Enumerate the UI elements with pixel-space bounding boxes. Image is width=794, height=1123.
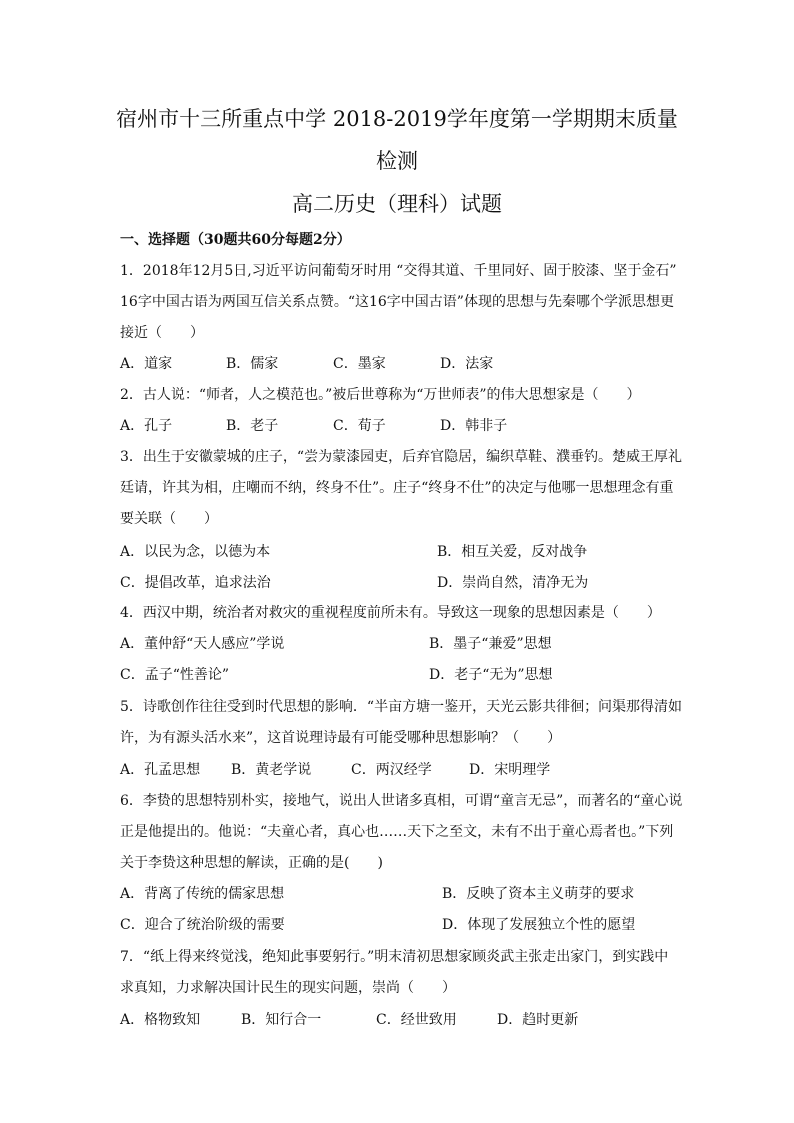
question-7-line-2: 求真知，力求解决国计民生的现实问题，崇尚（ ） — [120, 980, 456, 996]
question-7-line-1: 7．“纸上得来终觉浅，绝知此事要躬行。”明末清初思想家顾炎武主张走出家门，到实践中 — [120, 949, 669, 965]
question-5-line-2: 许，为有源头活水来”，这首说理诗最有可能受哪种思想影响？（ ） — [120, 730, 562, 746]
question-6-line-1: 6．李贽的思想特别朴实，接地气，说出人世诸多真相，可谓“童言无忌”，而著名的“童心说 — [120, 793, 683, 809]
question-3-option-d: D．崇尚自然，清净无为 — [437, 575, 589, 591]
question-4-option-d: D．老子“无为”思想 — [429, 667, 553, 683]
section-heading: 一、选择题（30题共60分每题2分） — [120, 232, 351, 248]
question-6-line-3: 关于李贽这种思想的解读，正确的是( ) — [120, 855, 383, 871]
question-1-line-1: 1．2018年12月5日,习近平访问葡萄牙时用 “交得其道、千里同好、固于胶漆、坚于金石” — [120, 263, 677, 279]
question-6-option-a: A．背离了传统的儒家思想 — [120, 886, 285, 902]
question-5-line-1: 5．诗歌创作往往受到时代思想的影响．“半亩方塘一鉴开，天光云影共徘徊；问渠那得清如 — [120, 699, 683, 715]
question-2-option-d: D．韩非子 — [440, 418, 508, 434]
question-4-line-1: 4．西汉中期，统治者对救灾的重视程度前所未有。导致这一现象的思想因素是（ ） — [120, 605, 661, 621]
question-2-line-1: 2．古人说：“师者，人之模范也。”被后世尊称为“万世师表”的伟大思想家是（ ） — [120, 387, 641, 403]
question-5-option-c: C．两汉经学 — [351, 762, 432, 778]
question-6-option-d: D．体现了发展独立个性的愿望 — [442, 917, 636, 933]
question-2-option-c: C．荀子 — [333, 418, 386, 434]
question-1-line-2: 16字中国古语为两国互信关系点赞。“这16字中国古语”体现的思想与先秦哪个学派思想更 — [120, 294, 674, 310]
question-2-option-b: B．老子 — [226, 418, 279, 434]
question-5-option-a: A．孔孟思想 — [120, 762, 201, 778]
exam-title-line2: 检测 — [376, 149, 418, 173]
question-1-line-3: 接近（ ） — [120, 325, 204, 341]
question-3-line-1: 3．出生于安徽蒙城的庄子，“尝为蒙漆园吏，后弃官隐居，编织草鞋、濮垂钓。楚威王厚礼 — [120, 449, 683, 465]
question-6-option-c: C．迎合了统治阶级的需要 — [120, 917, 285, 933]
question-6-line-2: 正是他提出的。他说：“夫童心者，真心也……天下之至文，未有不出于童心焉者也。”下列 — [120, 824, 674, 840]
question-5-option-b: B．黄老学说 — [231, 762, 312, 778]
question-6-option-b: B．反映了资本主义萌芽的要求 — [442, 886, 635, 902]
question-4-option-a: A．董仲舒“天人感应”学说 — [120, 636, 285, 652]
question-5-option-d: D．宋明理学 — [469, 762, 551, 778]
question-7-option-c: C．经世致用 — [376, 1012, 457, 1028]
question-2-option-a: A．孔子 — [120, 418, 173, 434]
exam-title-line1: 宿州市十三所重点中学 2018-2019学年度第一学期期末质量 — [116, 107, 678, 131]
question-4-option-c: C．孟子“性善论” — [120, 667, 230, 683]
question-3-line-3: 要关联（ ） — [120, 511, 218, 527]
question-3-option-a: A．以民为念，以德为本 — [120, 544, 271, 560]
question-1-option-b: B．儒家 — [226, 356, 279, 372]
question-7-option-b: B．知行合一 — [241, 1012, 322, 1028]
question-7-option-a: A．格物致知 — [120, 1012, 201, 1028]
question-3-option-b: B．相互关爱，反对战争 — [437, 544, 588, 560]
question-1-option-c: C．墨家 — [333, 356, 386, 372]
question-1-option-a: A．道家 — [120, 356, 173, 372]
exam-subtitle: 高二历史（理科）试题 — [292, 192, 502, 216]
question-4-option-b: B．墨子“兼爱”思想 — [429, 636, 552, 652]
question-3-option-c: C．提倡改革，追求法治 — [120, 575, 271, 591]
question-3-line-2: 廷请，许其为相，庄嘲而不纳，终身不仕”。庄子“终身不仕”的决定与他哪一思想理念有重 — [120, 480, 674, 496]
question-7-option-d: D．趋时更新 — [497, 1012, 579, 1028]
question-1-option-d: D．法家 — [440, 356, 494, 372]
